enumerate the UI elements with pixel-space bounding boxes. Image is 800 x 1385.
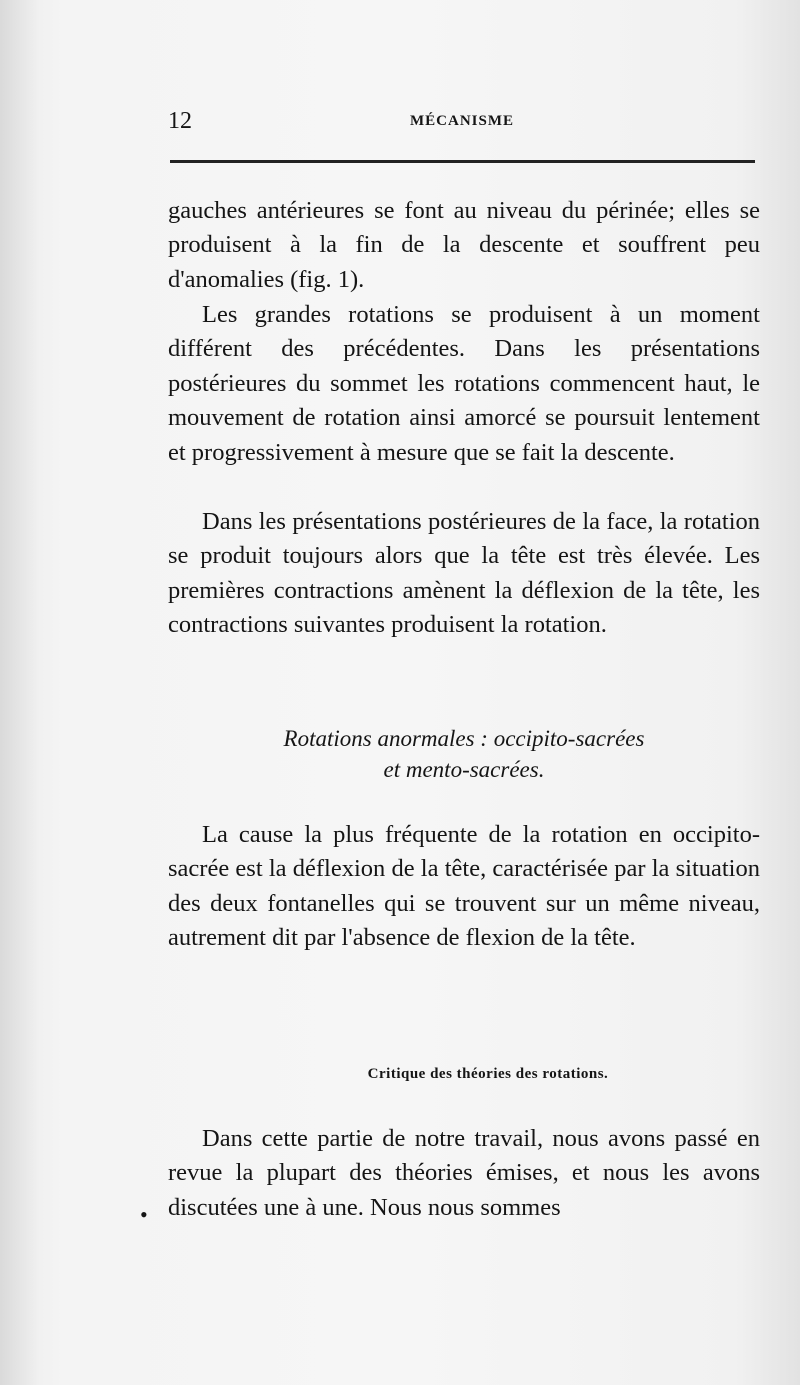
margin-dot: • <box>140 1202 148 1227</box>
paragraph-4: La cause la plus fréquente de la rotation en occipito-sacrée est la déflexion de la tête, caractérisée par la situation des deux fontanelles qui se trouvent sur un même niveau, autrement dit par l'absence de flexion de la tête. <box>168 821 760 952</box>
page-gutter-shadow <box>0 0 40 1385</box>
header-rule <box>170 160 755 163</box>
running-title: MÉCANISME <box>410 113 515 129</box>
page-header <box>168 108 758 138</box>
page-number: 12 <box>168 108 192 134</box>
paragraph-5: Dans cette partie de notre travail, nous avons passé en revue la plupart des théories émises, et nous les avons discutées une à une. Nous nous sommes <box>168 1125 760 1221</box>
paragraph-1: gauches antérieures se font au niveau du périnée; elles se produisent à la fin de la descente et souffrent peu d'anomalies (fig. 1). <box>168 197 760 293</box>
subtitle-line-1: Rotations anormales : occipito-sacrées <box>283 726 645 751</box>
paragraph-2: Les grandes rotations se produisent à un moment différent des précédentes. Dans les présentations postérieures du sommet les rotations commencent haut, le mouvement de rotation ainsi amorcé se poursuit lentement et progressivement à mesure que se fait la descente. <box>168 301 760 466</box>
section-heading: Critique des théories des rotations. <box>367 1066 609 1082</box>
paragraph-3: Dans les présentations postérieures de la face, la rotation se produit toujours alors que la tête est très élevée. Les premières contractions amènent la déflexion de la tête, les contractions suivantes produisent la rotation. <box>168 508 760 639</box>
subtitle-line-2: et mento-sacrées. <box>383 757 545 782</box>
